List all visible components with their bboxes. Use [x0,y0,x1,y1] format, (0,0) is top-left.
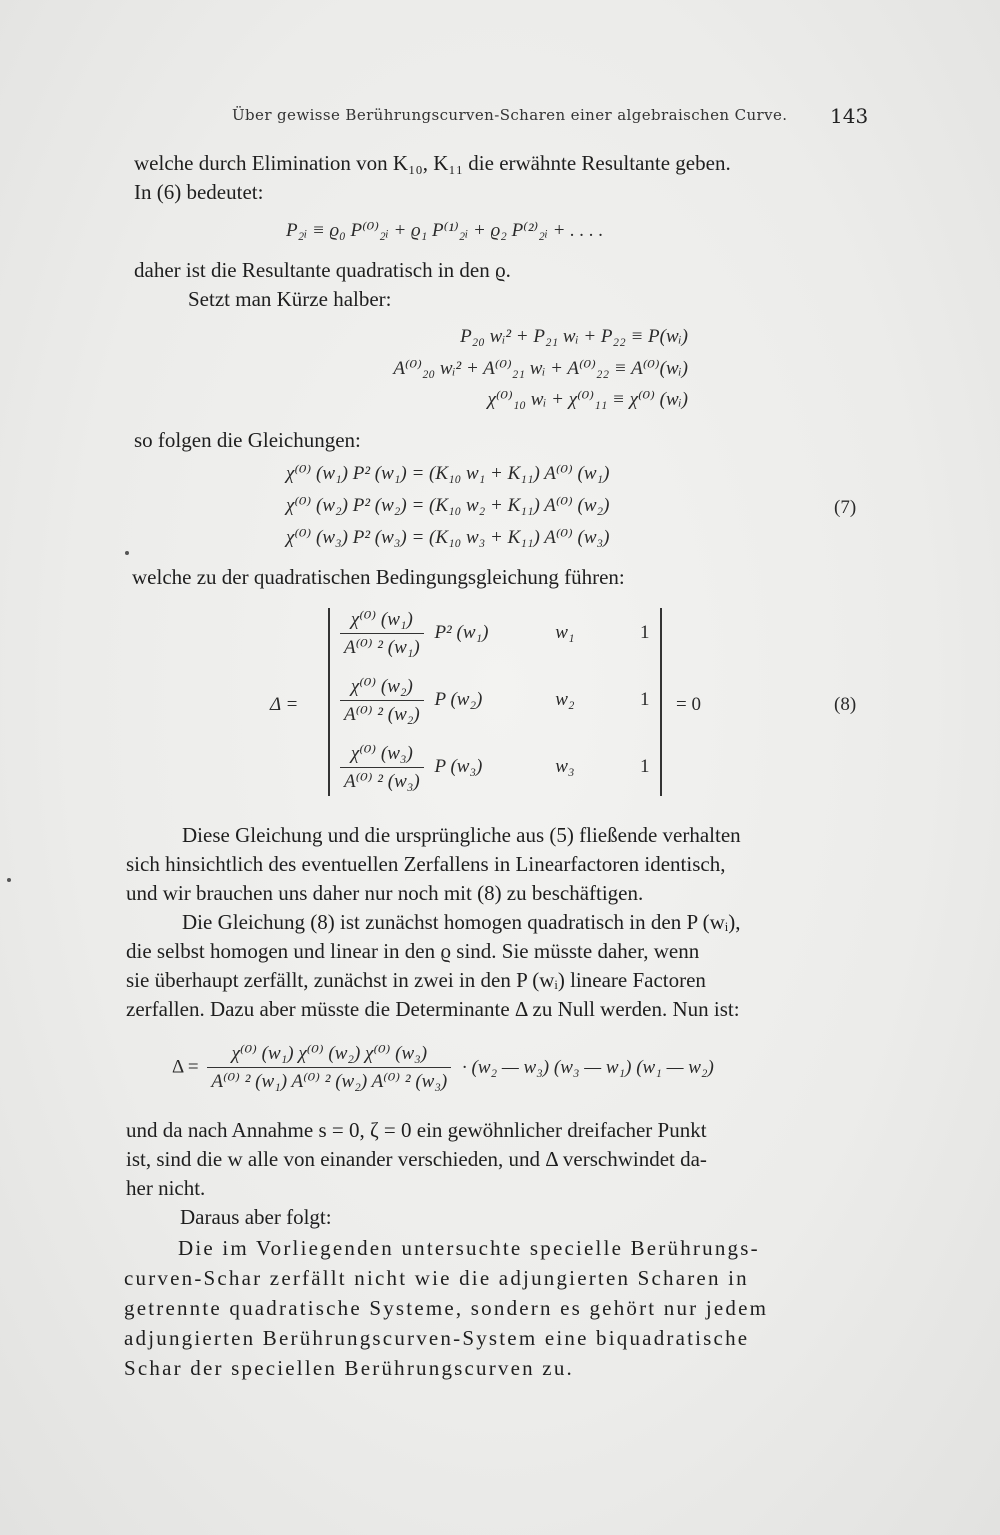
matrix-cell-p: P (w₃) [434,755,483,777]
text-line: und wir brauchen uns daher nur noch mit (8) zu beschäftigen. [126,881,644,905]
fraction-numerator: χ⁽⁰⁾ (w₁) [340,608,424,634]
fraction-numerator: χ⁽⁰⁾ (w₁) χ⁽⁰⁾ (w₂) χ⁽⁰⁾ (w₃) [207,1042,451,1068]
equation-label-7: (7) [834,497,857,518]
text-line: Schar der speciellen Berührungscurven zu. [124,1356,574,1380]
text-line: getrennte quadratische Systeme, sondern es gehört nur jedem [124,1296,769,1320]
fraction-denominator: A⁽⁰⁾ ² (w₁) [344,637,420,658]
matrix-cell-one: 1 [639,621,650,643]
paragraph-3: so folgen die Gleichungen: [134,428,361,452]
text-line: sich hinsichtlich des eventuellen Zerfallens in Linearfactoren identisch, [126,852,726,876]
fraction-denominator: A⁽⁰⁾ ² (w₂) [344,704,420,725]
fraction-denominator: A⁽⁰⁾ ² (w₃) [344,771,420,792]
running-header: Über gewisse Berührungscurven-Scharen einer algebraischen Curve. [232,106,788,124]
page-number: 143 [830,104,869,128]
paragraph-4: welche zu der quadratischen Bedingungsgleichung führen: [132,565,625,589]
text-line: Setzt man Kürze halber: [188,287,392,311]
ink-speck [125,551,129,555]
text-line: In (6) bedeutet: [134,180,264,204]
delta-fraction [207,1042,451,1093]
definition-line-1: P₂₀ wᵢ² + P₂₁ wᵢ + P₂₂ ≡ P(wᵢ) [460,326,688,347]
fraction-numerator: χ⁽⁰⁾ (w₃) [340,742,424,768]
matrix-cell-one: 1 [639,755,650,777]
text-line: Diese Gleichung und die ursprüngliche aus (5) fließende verhalten [182,823,741,847]
equation-p2i: P₂ᵢ ≡ ϱ₀ P⁽⁰⁾₂ᵢ + ϱ₁ P⁽¹⁾₂ᵢ + ϱ₂ P⁽²⁾₂ᵢ + . . . . [286,220,604,241]
text-line: welche durch Elimination von K₁₀, K₁₁ die erwähnte Resultante geben. [134,151,731,175]
determinant-left-bar [328,608,330,796]
text-line: Die Gleichung (8) ist zunächst homogen quadratisch in den P (wᵢ), [182,910,741,934]
determinant-row-3 [340,742,649,793]
determinant-row-2 [340,675,649,726]
text-line: adjungierten Berührungscurven-System eine biquadratische [124,1326,750,1350]
system7-line-2: χ⁽⁰⁾ (w₂) P² (w₂) = (K₁₀ w₂ + K₁₁) A⁽⁰⁾ (w₂) [286,495,610,516]
paragraph-6 [126,908,740,1024]
determinant-row-1 [340,608,649,659]
paragraph-5 [126,821,741,908]
text-line: und da nach Annahme s = 0, ζ = 0 ein gewöhnlicher dreifacher Punkt [126,1118,707,1142]
ink-speck [7,878,11,882]
fraction-numerator: χ⁽⁰⁾ (w₂) [340,675,424,701]
conclusion-statement [124,1233,768,1383]
matrix-cell-w: w₂ [555,688,575,710]
system7-line-1: χ⁽⁰⁾ (w₁) P² (w₁) = (K₁₀ w₁ + K₁₁) A⁽⁰⁾ (w₁) [286,463,610,484]
text-line: daher ist die Resultante quadratisch in den ϱ. [134,258,511,282]
matrix-cell-w: w₁ [555,621,575,643]
text-line: her nicht. [126,1176,206,1200]
determinant-rhs: = 0 [676,694,701,715]
paragraph-7 [126,1116,707,1203]
fraction [340,742,424,793]
fraction-denominator: A⁽⁰⁾ ² (w₁) A⁽⁰⁾ ² (w₂) A⁽⁰⁾ ² (w₃) [211,1071,448,1092]
text-line: sie überhaupt zerfällt, zunächst in zwei in den P (wᵢ) lineare Factoren [126,968,706,992]
delta-product: · (w₂ — w₃) (w₃ — w₁) (w₁ — w₂) [462,1056,714,1078]
matrix-cell-w: w₃ [555,755,575,777]
matrix-cell-p: P² (w₁) [434,621,489,643]
paragraph-2 [134,256,511,314]
paragraph-1 [134,149,731,207]
paragraph-8: Daraus aber folgt: [180,1205,332,1229]
text-line: Die im Vorliegenden untersuchte specielle Berührungs- [178,1236,760,1260]
equation-label-8: (8) [834,694,857,715]
determinant-right-bar [660,608,662,796]
text-line: die selbst homogen und linear in den ϱ sind. Sie müsste daher, wenn [126,939,700,963]
fraction [340,608,424,659]
fraction [340,675,424,726]
determinant-lhs: Δ = [270,694,299,715]
text-line: ist, sind die w alle von einander verschieden, und Δ verschwindet da- [126,1147,707,1171]
system7-line-3: χ⁽⁰⁾ (w₃) P² (w₃) = (K₁₀ w₃ + K₁₁) A⁽⁰⁾ (w₃) [286,527,610,548]
text-line: zerfallen. Dazu aber müsste die Determinante Δ zu Null werden. Nun ist: [126,997,740,1021]
matrix-cell-one: 1 [639,688,650,710]
definition-line-2: A⁽⁰⁾₂₀ wᵢ² + A⁽⁰⁾₂₁ wᵢ + A⁽⁰⁾₂₂ ≡ A⁽⁰⁾(wᵢ) [393,358,688,379]
delta-equation [172,1042,714,1093]
delta-lhs: Δ = [172,1056,199,1078]
definition-line-3: χ⁽⁰⁾₁₀ wᵢ + χ⁽⁰⁾₁₁ ≡ χ⁽⁰⁾ (wᵢ) [487,389,688,410]
matrix-cell-p: P (w₂) [434,688,483,710]
text-line: curven-Schar zerfällt nicht wie die adjungierten Scharen in [124,1266,749,1290]
